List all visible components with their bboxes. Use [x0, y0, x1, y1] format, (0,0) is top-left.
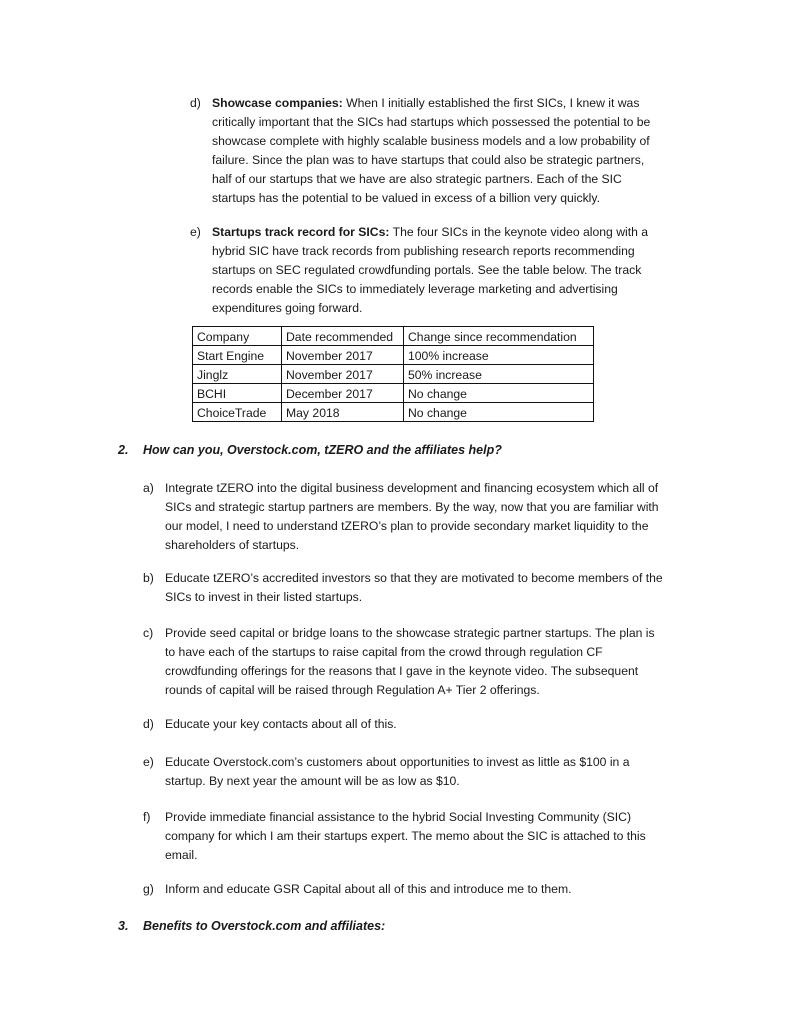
table-header-row [193, 327, 594, 346]
section-title: Benefits to Overstock.com and affiliates: [143, 919, 386, 933]
item-line: Provide immediate financial assistance to the hybrid Social Investing Community (SIC) [165, 810, 632, 824]
item-line: Educate Overstock.com’s customers about opportunities to invest as little as $100 in a [165, 755, 630, 769]
item-line: expenditures going forward. [212, 301, 363, 315]
section-number: 3. [118, 919, 129, 933]
item-marker: f) [143, 810, 151, 824]
item-marker: b) [143, 571, 154, 585]
section-number: 2. [118, 443, 129, 457]
section-heading-benefits [118, 917, 385, 936]
item-line: shareholders of startups. [165, 538, 300, 552]
table-row [193, 384, 594, 403]
table-cell: November 2017 [282, 346, 404, 365]
table-header-cell: Date recommended [282, 327, 404, 346]
table-row [193, 346, 594, 365]
track-record-table [192, 326, 594, 422]
item-line: SICs and strategic startup partners are members. By the way, now that you are familiar with [165, 500, 659, 514]
item-line: Showcase companies: When I initially established the first SICs, I knew it was [212, 96, 640, 110]
table-cell: BCHI [193, 384, 282, 403]
item-marker: g) [143, 882, 154, 896]
item-line: hybrid SIC have track records from publishing research reports recommending [212, 244, 635, 258]
item-line: our model, I need to understand tZERO’s plan to provide secondary market liquidity to the [165, 519, 649, 533]
item-line: Inform and educate GSR Capital about all of this and introduce me to them. [165, 882, 572, 896]
item-marker: a) [143, 481, 154, 495]
item-title: Showcase companies: [212, 96, 343, 110]
table-row [193, 365, 594, 384]
item-line: to have each of the startups to raise capital from the crowd through regulation CF [165, 645, 603, 659]
table-cell: November 2017 [282, 365, 404, 384]
item-marker: e) [143, 755, 154, 769]
item-line: Startups track record for SICs: The four SICs in the keynote video along with a [212, 225, 649, 239]
item-marker: d) [190, 96, 201, 110]
item-title: Startups track record for SICs: [212, 225, 390, 239]
item-line: crowdfunding offerings for the reasons that I gave in the keynote video. The subsequent [165, 664, 639, 678]
table-cell: Jinglz [193, 365, 282, 384]
table-cell: 100% increase [404, 346, 594, 365]
item-line: email. [165, 848, 198, 862]
item-line: Provide seed capital or bridge loans to the showcase strategic partner startups. The plan is [165, 626, 655, 640]
item-line: startups on SEC regulated crowdfunding portals. See the table below. The track [212, 263, 642, 277]
item-line: showcase complete with highly scalable business models and a low probability of [212, 134, 650, 148]
item-line: failure. Since the plan was to have startups that could also be strategic partners, [212, 153, 645, 167]
item-line: critically important that the SICs had startups which possessed the potential to be [212, 115, 651, 129]
item-marker: c) [143, 626, 154, 640]
item-line: Educate your key contacts about all of this. [165, 717, 397, 731]
item-line: startups has the potential to be valued in excess of a billion very quickly. [212, 191, 600, 205]
item-line: records enable the SICs to immediately leverage marketing and advertising [212, 282, 618, 296]
item-marker: e) [190, 225, 201, 239]
table-header-cell: Change since recommendation [404, 327, 594, 346]
table-cell: ChoiceTrade [193, 403, 282, 422]
item-line: SICs to invest in their listed startups. [165, 590, 363, 604]
item-marker: d) [143, 717, 154, 731]
table-cell: No change [404, 384, 594, 403]
item-line: half of our startups that we have are also strategic partners. Each of the SIC [212, 172, 622, 186]
item-line: company for which I am their startups expert. The memo about the SIC is attached to this [165, 829, 646, 843]
table-row [193, 403, 594, 422]
section-heading-help [118, 441, 502, 460]
item-line: Educate tZERO’s accredited investors so that they are motivated to become members of the [165, 571, 663, 585]
item-line: rounds of capital will be raised through Regulation A+ Tier 2 offerings. [165, 683, 540, 697]
table-cell: December 2017 [282, 384, 404, 403]
table-cell: 50% increase [404, 365, 594, 384]
table-cell: No change [404, 403, 594, 422]
table-header-cell: Company [193, 327, 282, 346]
section-title: How can you, Overstock.com, tZERO and the affiliates help? [143, 443, 502, 457]
table-cell: Start Engine [193, 346, 282, 365]
item-line: startup. By next year the amount will be as low as $10. [165, 774, 460, 788]
table-cell: May 2018 [282, 403, 404, 422]
item-line: Integrate tZERO into the digital business development and financing ecosystem which all of [165, 481, 659, 495]
